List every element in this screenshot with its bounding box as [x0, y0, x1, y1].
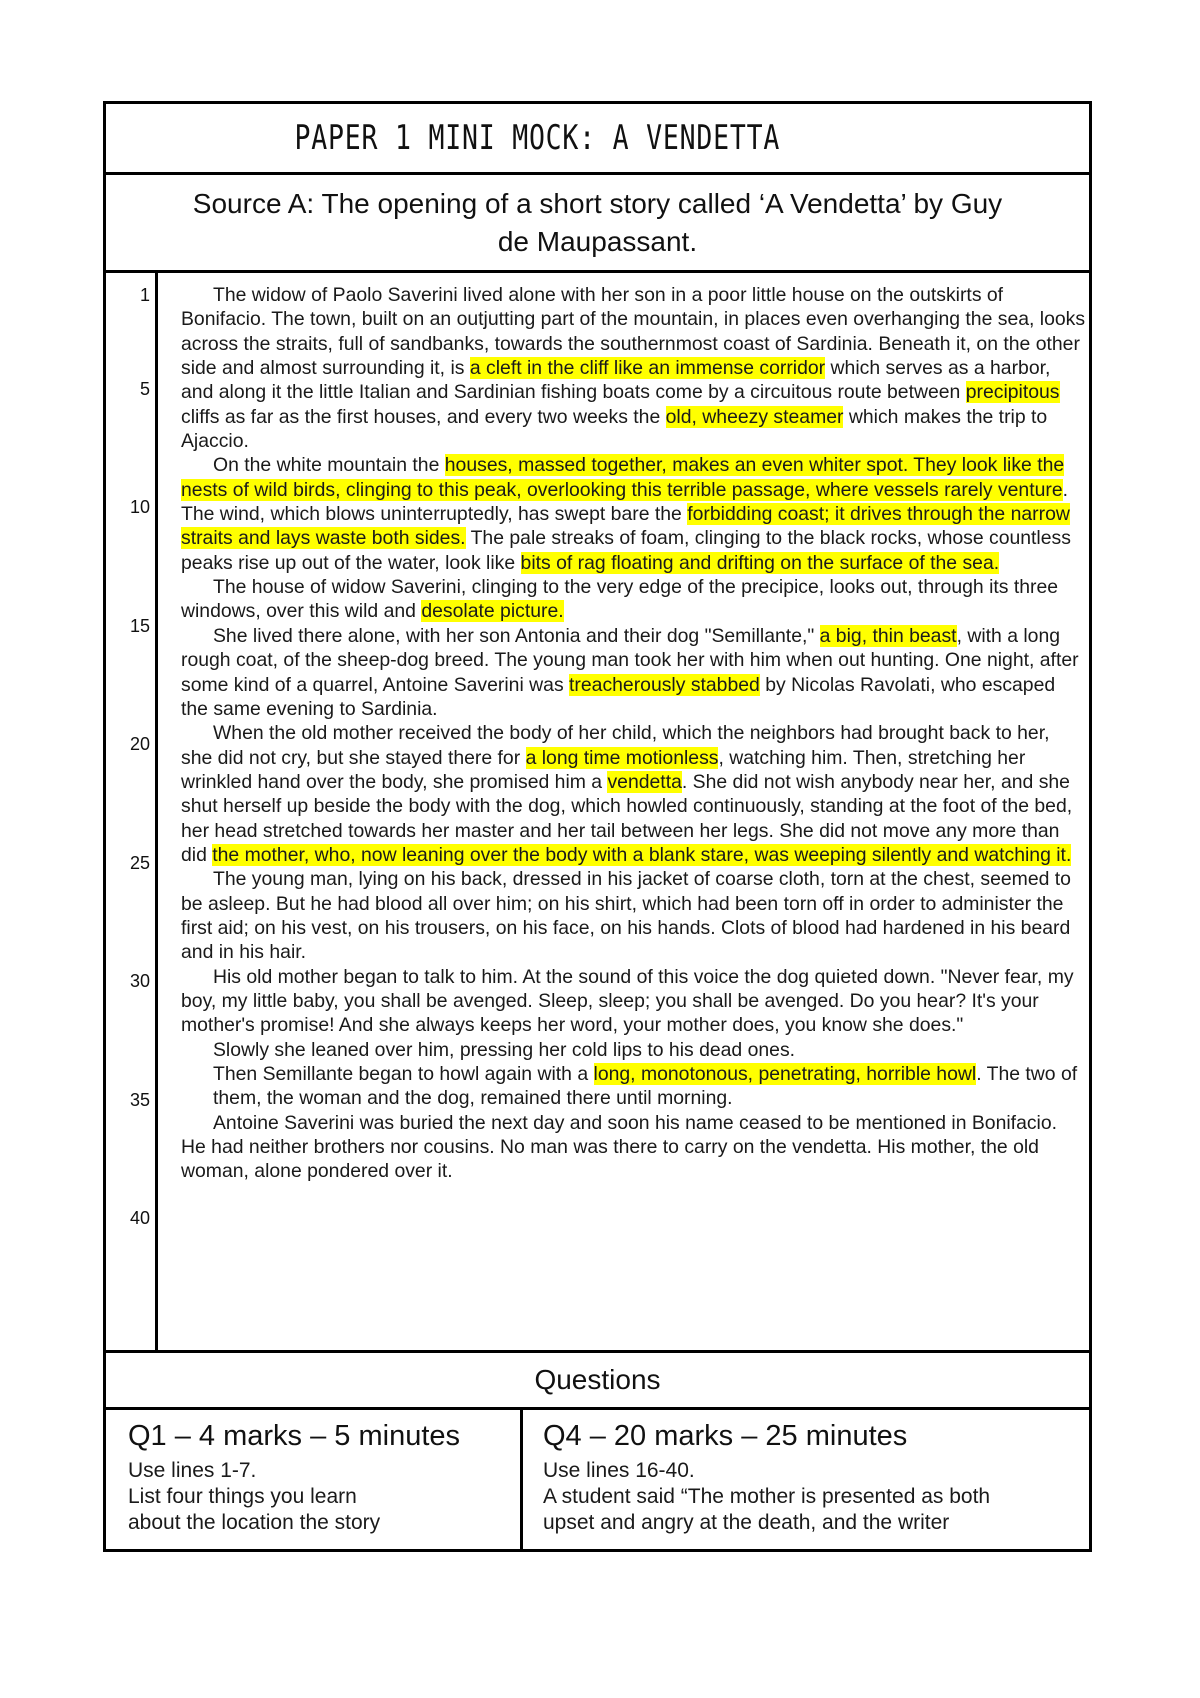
passage-text: . The wind, which blows uninterruptedly, has swept bare the [181, 478, 1069, 526]
highlighted-text: forbidding coast; it drives through the narrow straits and lays waste both sides. [181, 503, 1070, 550]
highlighted-text: a cleft in the cliff like an immense corridor [469, 357, 826, 380]
question-1-title: Q1 – 4 marks – 5 minutes [128, 1420, 461, 1452]
passage-paragraph [181, 1062, 1086, 1111]
passage-paragraph [181, 283, 1086, 453]
highlighted-text: desolate picture. [421, 600, 564, 623]
highlighted-text: vendetta [607, 770, 682, 793]
passage-text: which makes the trip to Ajaccio. [181, 405, 1048, 453]
line-number: 5 [139, 379, 150, 399]
passage-text: Slowly she leaned over him, pressing her cold lips to his dead ones. [213, 1038, 796, 1061]
question-4 [523, 1410, 1089, 1549]
passage-text: , with a long rough coat, of the sheep-dog breed. The young man took her with him when out hunting. One night, after some kind of a quarrel, Antoine Saverini was [181, 624, 1079, 696]
line-number-column [106, 273, 158, 1350]
passage-text: The young man, lying on his back, dressed in his jacket of coarse cloth, torn at the chest, seemed to be asleep. But he had blood all over him; on his shirt, which had been torn off in order to administer the first aid; on his vest, on his trousers, on his face, on his hands. Clots of blood had hardened in his beard and in his hair. [181, 868, 1071, 964]
passage-text: His old mother began to talk to him. At the sound of this voice the dog quieted down. "Never fear, my boy, my little baby, you shall be avenged. Sleep, sleep; you shall be avenged. Do you hear? It's your mother's promise! And she always keeps her word, your mother does, you know she does." [181, 965, 1074, 1037]
line-number: 40 [129, 1208, 150, 1228]
line-number: 30 [129, 971, 150, 991]
passage-text: . The two of them, the woman and the dog, remained there until morning. [213, 1063, 1078, 1110]
passage-text: . She did not wish anybody near her, and she shut herself up beside the body with the dog, which howled continuously, standing at the foot of the bed, her head stretched towards her master and her tail between her legs. She did not move any more than did [181, 770, 1073, 866]
passage-text: The widow of Paolo Saverini lived alone with her son in a poor little house on the outskirts of Bonifacio. The town, built on an outjutting part of the mountain, in places even overhanging the sea, looks across the straits, full of sandbanks, towards the southernmost coast of Sardinia. Beneath it, on the other side and almost surrounding it, is [181, 284, 1086, 380]
highlighted-text: precipitous [965, 381, 1060, 404]
source-line-1: Source A: The opening of a short story called ‘A Vendetta’ by Guy [192, 187, 1003, 219]
highlighted-text: old, wheezy steamer [665, 405, 844, 428]
passage-text: cliffs as far as the first houses, and every two weeks the [181, 405, 666, 428]
highlighted-text: a long time motionless [525, 746, 719, 769]
passage-paragraph [181, 721, 1086, 867]
question-1-line: Use lines 1-7. [128, 1459, 257, 1482]
line-number: 10 [129, 497, 150, 517]
passage-text: The pale streaks of foam, clinging to the black rocks, whose countless peaks rise up out of the water, look like [181, 527, 1071, 574]
passage-text: The house of widow Saverini, clinging to the very edge of the precipice, looks out, through its three windows, over this wild and [181, 576, 1059, 623]
passage-paragraph [181, 1111, 1086, 1184]
passage-paragraph [181, 965, 1086, 1038]
question-1-body [128, 1458, 520, 1536]
line-number: 20 [129, 734, 150, 754]
question-1-line: about the location the story [128, 1511, 381, 1534]
line-number: 35 [129, 1090, 150, 1110]
passage-text: On the white mountain the [213, 454, 445, 477]
question-1 [106, 1410, 523, 1549]
question-4-line: upset and angry at the death, and the writer [543, 1511, 950, 1534]
page-title: PAPER 1 MINI MOCK: A VENDETTA [294, 118, 781, 158]
passage-text: which serves as a harbor, and along it the little Italian and Sardinian fishing boats come by a circuitous route between [181, 357, 1051, 404]
question-1-line: List four things you learn [128, 1485, 357, 1508]
question-4-line: A student said “The mother is presented as both [543, 1485, 991, 1508]
passage-text: by Nicolas Ravolati, who escaped the same evening to Sardinia. [181, 673, 1056, 720]
extract-area [106, 273, 1089, 1353]
source-heading [193, 185, 1002, 261]
highlighted-text: treacherously stabbed [569, 673, 760, 696]
questions-heading: Questions [534, 1364, 661, 1395]
passage-paragraph [181, 624, 1086, 721]
passage-text: When the old mother received the body of her child, which the neighbors had brought back to her, she did not cry, but she stayed there for [181, 722, 1050, 769]
passage-text: , watching him. Then, stretching her wrinkled hand over the body, she promised him a [181, 746, 1026, 793]
passage-paragraph [181, 575, 1086, 624]
question-4-line: Use lines 16-40. [543, 1459, 695, 1482]
title-row [106, 104, 1089, 175]
passage-paragraph [181, 867, 1086, 964]
line-number: 15 [129, 616, 150, 636]
highlighted-text: houses, massed together, makes an even whiter spot. They look like the nests of wild birds, clinging to this peak, overlooking this terrible passage, where vessels rarely venture [181, 454, 1065, 501]
highlighted-text: the mother, who, now leaning over the body with a blank stare, was weeping silently and watching it. [212, 843, 1072, 866]
highlighted-text: a big, thin beast [819, 624, 957, 647]
highlighted-text: long, monotonous, penetrating, horrible howl [593, 1063, 977, 1085]
source-row [106, 175, 1089, 273]
passage-text: She lived there alone, with her son Antonia and their dog "Semillante," [213, 624, 820, 647]
worksheet [103, 101, 1092, 1552]
line-number: 25 [129, 853, 150, 873]
passage-text: Antoine Saverini was buried the next day and soon his name ceased to be mentioned in Bonifacio. He had neither brothers nor cousins. No man was there to carry on the vendetta. His mother, the old woman, alone pondered over it. [181, 1111, 1058, 1183]
highlighted-text: bits of rag floating and drifting on the surface of the sea. [520, 551, 1000, 574]
questions-heading-row [106, 1353, 1089, 1410]
passage-paragraph [181, 1038, 1086, 1062]
question-4-body [543, 1458, 1089, 1536]
question-4-title: Q4 – 20 marks – 25 minutes [543, 1420, 908, 1452]
passage-paragraph [181, 453, 1086, 575]
passage-text: Then Semillante began to howl again with a [213, 1063, 594, 1085]
source-line-2: de Maupassant. [497, 225, 698, 257]
source-passage [181, 283, 1086, 1184]
line-number: 1 [139, 285, 150, 305]
